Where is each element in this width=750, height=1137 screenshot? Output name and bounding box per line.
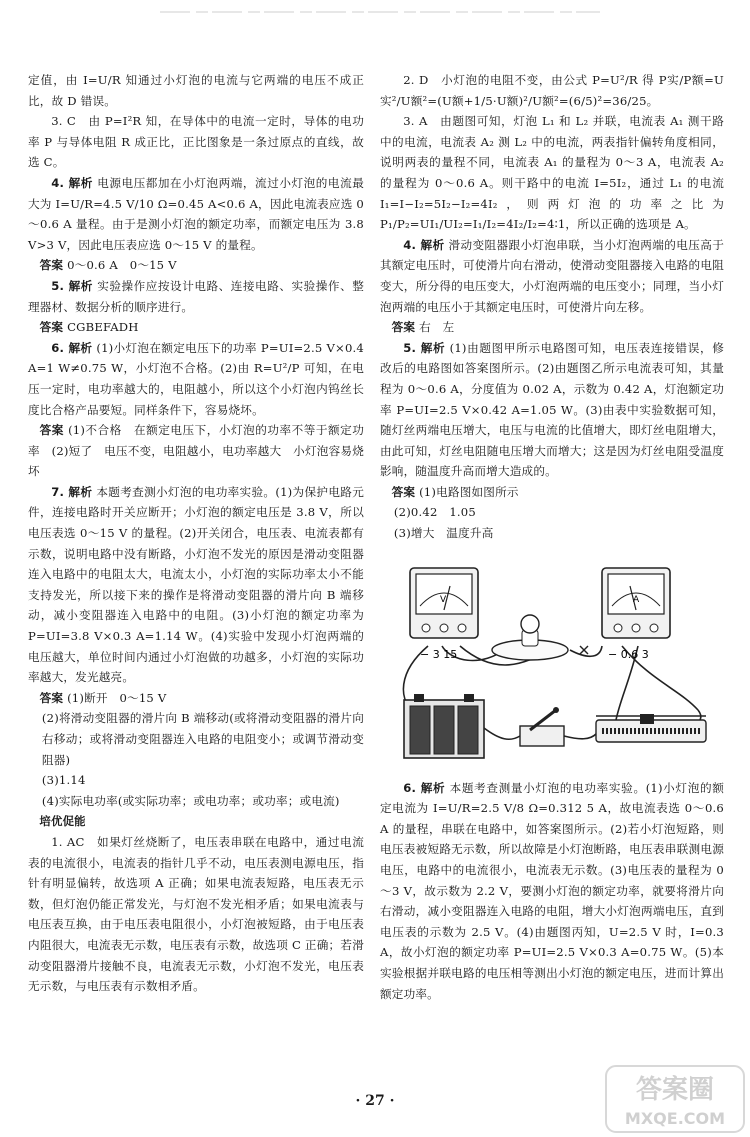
paragraph-lead: 答案 — [39, 320, 64, 335]
paragraph-text: 电源电压都加在小灯泡两端，流过小灯泡的电流最大为 I=U/R=4.5 V/10 Ω=0.45 A<0.6 A，因此电流表应选 0～0.6 A 量程。由于是测小灯泡的额定功率，而额定电压为 3.8 V>3 V，因此电压表应选 0～15 V 的量程。 — [28, 175, 365, 252]
top-scan-artifact — [160, 8, 600, 16]
battery-pack — [404, 694, 484, 758]
circuit-diagram — [380, 550, 724, 766]
solution-paragraph — [380, 523, 724, 544]
solution-paragraph — [28, 791, 364, 812]
paragraph-lead: 答案 — [391, 484, 416, 499]
ammeter — [602, 568, 670, 661]
paragraph-text: (1)电路图如图所示 — [419, 484, 519, 499]
voltmeter — [410, 568, 478, 661]
solution-paragraph — [380, 502, 724, 523]
solution-paragraph — [28, 276, 364, 317]
watermark-logo — [604, 1064, 746, 1134]
solution-paragraph — [28, 770, 364, 791]
voltmeter-terminal-labels: − 3 15 — [420, 647, 458, 661]
solution-paragraph — [28, 317, 364, 338]
solution-paragraph — [28, 420, 364, 482]
paragraph-text: 培优促能 — [39, 814, 86, 829]
paragraph-text: (3)增大 温度升高 — [393, 526, 494, 541]
paragraph-text: (4)实际电功率(或实际功率；或电功率；或功率；或电流) — [41, 793, 340, 808]
paragraph-text: (3)1.14 — [41, 773, 86, 788]
paragraph-lead: 6. 解析 — [403, 780, 446, 795]
paragraph-lead: 7. 解析 — [51, 484, 93, 499]
paragraph-text: (1)小灯泡在额定电压下的功率 P=UI=2.5 V×0.4 A=1 W≠0.75 W，小灯泡不合格。(2)由 R=U²/P 可知，在电压一定时，电功率越大的，电阻越小，所以这个小灯泡内钨丝长度比合格产品要短。同样条件下，容易烧坏。 — [28, 340, 364, 417]
paragraph-text: 0～0.6 A 0～15 V — [67, 258, 177, 273]
ammeter-symbol: A — [633, 594, 640, 605]
solution-paragraph — [28, 255, 364, 276]
right-column-top — [380, 70, 724, 544]
ammeter-terminal-labels: − 0.6 3 — [608, 647, 649, 661]
paragraph-text: (2)0.42 1.05 — [393, 505, 476, 520]
solution-paragraph — [28, 708, 364, 770]
paragraph-text: (2)将滑动变阻器的滑片向 B 端移动(或将滑动变阻器的滑片向右移动；或将滑动变阻器连入电路的电阻变小；或调节滑动变阻器) — [41, 711, 364, 767]
solution-paragraph — [28, 173, 364, 255]
solution-paragraph — [380, 235, 724, 317]
left-column — [28, 70, 364, 997]
paragraph-text: 本题考查测小灯泡的电功率实验。(1)为保护电路元件，连接电路时开关应断开；小灯泡的额定电压是 3.8 V，所以电压表选 0～15 V 的量程。(2)开关闭合，电压表、电流表都有示数，说明电路中没有断路，小灯泡不发光的原因是滑动变阻器连入电路中的电阻太大，电流太小，小灯泡的实际功率太小不能支持发光，所以接下来的操作是将滑动变阻器的滑片向 B 端移动，减小变阻器连入电路中的电阻。(3)小灯泡的额定功率为 P=UI=3.8 V×0.3 A=1.14 W。(4)实验中发现小灯泡两端的电压越大，单位时间内通过小灯泡做的功越多，小灯泡的实际功率越大，发光越亮。 — [28, 484, 364, 685]
solution-paragraph — [28, 832, 364, 997]
solution-paragraph — [28, 482, 364, 688]
paragraph-lead: 5. 解析 — [403, 340, 446, 355]
paragraph-text: (1)断开 0～15 V — [67, 690, 167, 705]
paragraph-text: 滑动变阻器跟小灯泡串联，当小灯泡两端的电压高于其额定电压时，可使滑片向右滑动，使滑动变阻器接入电路的电阻变大，所分得的电压变大，小灯泡两端的电压变小；同理，当小灯泡两端的电压小于其额定电压时，可使滑片向左移。 — [380, 237, 724, 314]
paragraph-lead: 4. 解析 — [403, 237, 445, 252]
paragraph-text: 3. C 由 P=I²R 知，在导体中的电流一定时，导体的电功率 P 与导体电阻 R 成正比，正比图象是一条过原点的直线，故选 C。 — [28, 114, 364, 170]
page-number: · 27 · — [355, 1093, 395, 1109]
paragraph-lead: 4. 解析 — [51, 175, 93, 190]
paragraph-text: 定值，由 I=U/R 知通过小灯泡的电流与它两端的电压不成正比，故 D 错误。 — [28, 73, 364, 108]
solution-paragraph — [28, 70, 364, 111]
paragraph-lead: 答案 — [391, 320, 416, 335]
paragraph-text: 1. AC 如果灯丝烧断了，电压表串联在电路中，通过电流表的电流很小，电流表的指针几乎不动，电压表测电源电压，指针有明显偏转，故选项 A 正确；如果电流表短路，电压表无示数，但灯泡仍能正常发光，与灯泡不发光相矛盾；如果电流表与电压表互换，由于电压表电阻很小，小灯泡被短路，由于电压表内阻很大，电流表无示数，电压表有示数，故选项 C 正确；若滑动变阻器滑片接触不良，电流表无示数，小灯泡不发光，电压表无示数，与电压表有示数相矛盾。 — [28, 834, 364, 994]
solution-paragraph — [28, 338, 364, 420]
paragraph-text: 3. A 由题图可知，灯泡 L₁ 和 L₂ 并联，电流表 A₁ 测干路中的电流，电流表 A₂ 测 L₂ 中的电流，两表指针偏转角度相同，说明两表的量程不同，电流表 A₁ 的量程为 0～3 A，电流表 A₂ 的量程为 0～0.6 A。则干路中的电流 I=5I₂，通过 L₁ 的电流 I₁=I−I₂=5I₂−I₂=4I₂，则两灯泡的功率之比为 P₁/P₂=UI₁/UI₂=I₁/I₂=4I₂/I₂=4∶1，所以正确的选项是 A。 — [380, 114, 724, 232]
solution-paragraph — [380, 338, 724, 482]
paragraph-text: 右 左 — [419, 320, 455, 335]
rheostat — [596, 714, 706, 742]
paragraph-lead: 答案 — [39, 423, 64, 438]
solution-paragraph — [380, 778, 724, 1005]
solution-paragraph — [380, 482, 724, 503]
solution-paragraph — [28, 688, 364, 709]
paragraph-text: (1)不合格 在额定电压下，小灯泡的功率不等于额定功率 (2)短了 电压不变，电阻越小，电功率越大 小灯泡容易烧坏 — [28, 423, 365, 479]
right-column-bottom — [380, 778, 724, 1005]
paragraph-lead: 6. 解析 — [51, 340, 93, 355]
watermark-url: MXQE.COM — [624, 1109, 726, 1128]
paragraph-text: 实验操作应按设计电路、连接电路、实验操作、整理器材、数据分析的顺序进行。 — [28, 278, 365, 314]
paragraph-lead: 答案 — [39, 258, 64, 273]
paragraph-lead: 答案 — [39, 690, 64, 705]
solution-paragraph — [380, 111, 724, 235]
switch — [520, 707, 564, 746]
lamp — [492, 615, 568, 660]
solution-paragraph — [28, 111, 364, 173]
paragraph-text: CGBEFADH — [67, 320, 139, 335]
paragraph-lead: 5. 解析 — [51, 278, 93, 293]
solution-paragraph — [28, 811, 364, 832]
cross-mark — [580, 646, 588, 654]
paragraph-text: 2. D 小灯泡的电阻不变，由公式 P=U²/R 得 P实/P额=U实²/U额²=(U额+1/5·U额)²/U额²=(6/5)²=36/25。 — [380, 73, 724, 108]
paragraph-text: 本题考查测量小灯泡的电功率实验。(1)小灯泡的额定电流为 I=U/R=2.5 V/8 Ω=0.312 5 A，故电流表选 0～0.6 A 的量程，串联在电路中，如答案图所示。(2)若小灯泡短路，则电压表被短路无示数，所以故障是小灯泡断路，电压表串联测电源电压，电路中的电流很小，电流表无示数。(3)电压表的量程为 0～3 V，故示数为 2.2 V，要测小灯泡的额定功率，就要将滑片向右滑动，减小变阻器连入电路的电阻，增大小灯泡两端电压，直到电压表的示数为 2.5 V。(4)由题图丙知，U=2.5 V 时，I=0.3 A，故小灯泡的额定功率 P=UI=2.5 V×0.3 A=0.75 W。(5)本实验根据并联电路的电压相等测出小灯泡的额定电压，进而计算出额定功率。 — [380, 780, 724, 1001]
voltmeter-symbol: V — [440, 594, 447, 605]
solution-paragraph — [380, 70, 724, 111]
watermark-text: 答案圈 — [635, 1075, 715, 1105]
paragraph-text: (1)由题图甲所示电路图可知，电压表连接错误，修改后的电路图如答案图所示。(2)由题图乙所示电流表可知，其量程为 0～0.6 A，分度值为 0.02 A，示数为 0.42 A，灯泡额定功率 P=UI=2.5 V×0.42 A=1.05 W。(3)由表中实验数据可知，随灯丝两端电压增大，电压与电流的比值增大，即灯丝电阻增大，由此可知，灯丝电阻随电压增大而增大；这是因为灯丝电阻受温度影响，随温度升高而增大造成的。 — [380, 340, 724, 479]
right-column — [380, 70, 724, 1004]
solution-paragraph — [380, 317, 724, 338]
